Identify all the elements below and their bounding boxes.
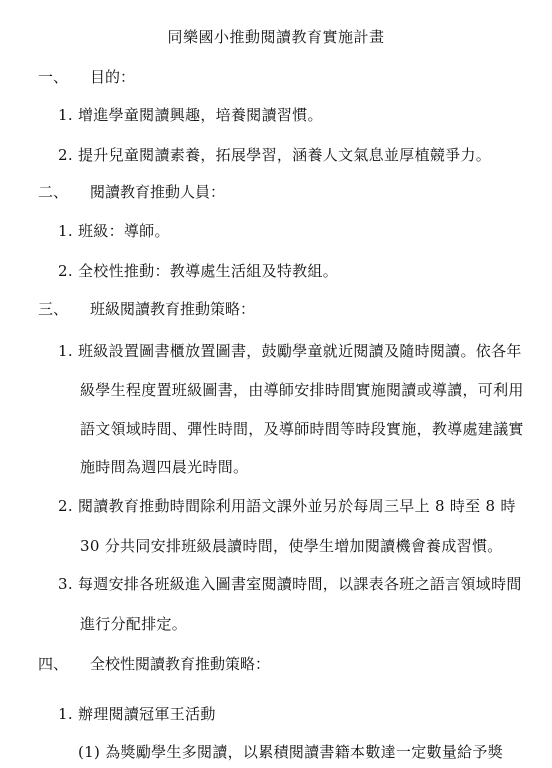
list-item: 1. 班級：導師。 (58, 222, 170, 240)
list-item: 2. 提升兒童閱讀素養，拓展學習，涵養人文氣息並厚植競爭力。 (58, 146, 492, 164)
list-item: 1. 增進學童閱讀興趣，培養閱讀習慣。 (58, 106, 323, 124)
list-item: 1. 班級設置圖書櫃放置圖書，鼓勵學童就近閱讀及隨時閱讀。依各年 (58, 342, 522, 360)
list-item-continuation: 30 分共同安排班級晨讀時間，使學生增加閱讀機會養成習慣。 (80, 537, 503, 555)
sub-list-item: (1) 為獎勵學生多閱讀，以累積閱讀書籍本數達一定數量給予獎 (78, 743, 504, 761)
section-heading-2 (38, 181, 225, 202)
section-heading-1 (38, 66, 135, 87)
section-number: 一、 (38, 68, 69, 86)
document-title: 同樂國小推動閱讀教育實施計畫 (167, 28, 385, 46)
list-item-continuation: 進行分配排定。 (80, 615, 188, 633)
section-number: 二、 (38, 183, 69, 201)
list-item-continuation: 語文領域時間、彈性時間，及導師時間等時段實施，教導處建議實 (80, 420, 524, 438)
section-title: 閱讀教育推動人員： (90, 183, 226, 201)
section-title: 目的： (90, 68, 136, 86)
section-heading-4 (38, 653, 270, 674)
section-title: 全校性閱讀教育推動策略： (90, 655, 271, 673)
section-number: 四、 (38, 655, 69, 673)
section-title: 班級閱讀教育推動策略： (90, 300, 256, 318)
list-item-continuation: 施時間為週四晨光時間。 (80, 458, 249, 476)
section-number: 三、 (38, 300, 69, 318)
list-item: 2. 全校性推動：教導處生活組及特教組。 (58, 262, 339, 280)
list-item: 1. 辦理閱讀冠軍王活動 (58, 705, 216, 723)
section-heading-3 (38, 298, 255, 319)
list-item: 3. 每週安排各班級進入圖書室閱讀時間，以課表各班之語言領域時間 (58, 575, 522, 593)
list-item-continuation: 級學生程度置班級圖書，由導師安排時間實施閱讀或導讀，可利用 (80, 381, 524, 399)
list-item: 2. 閱讀教育推動時間除利用語文課外並另於每周三早上 8 時至 8 時 (58, 497, 516, 515)
